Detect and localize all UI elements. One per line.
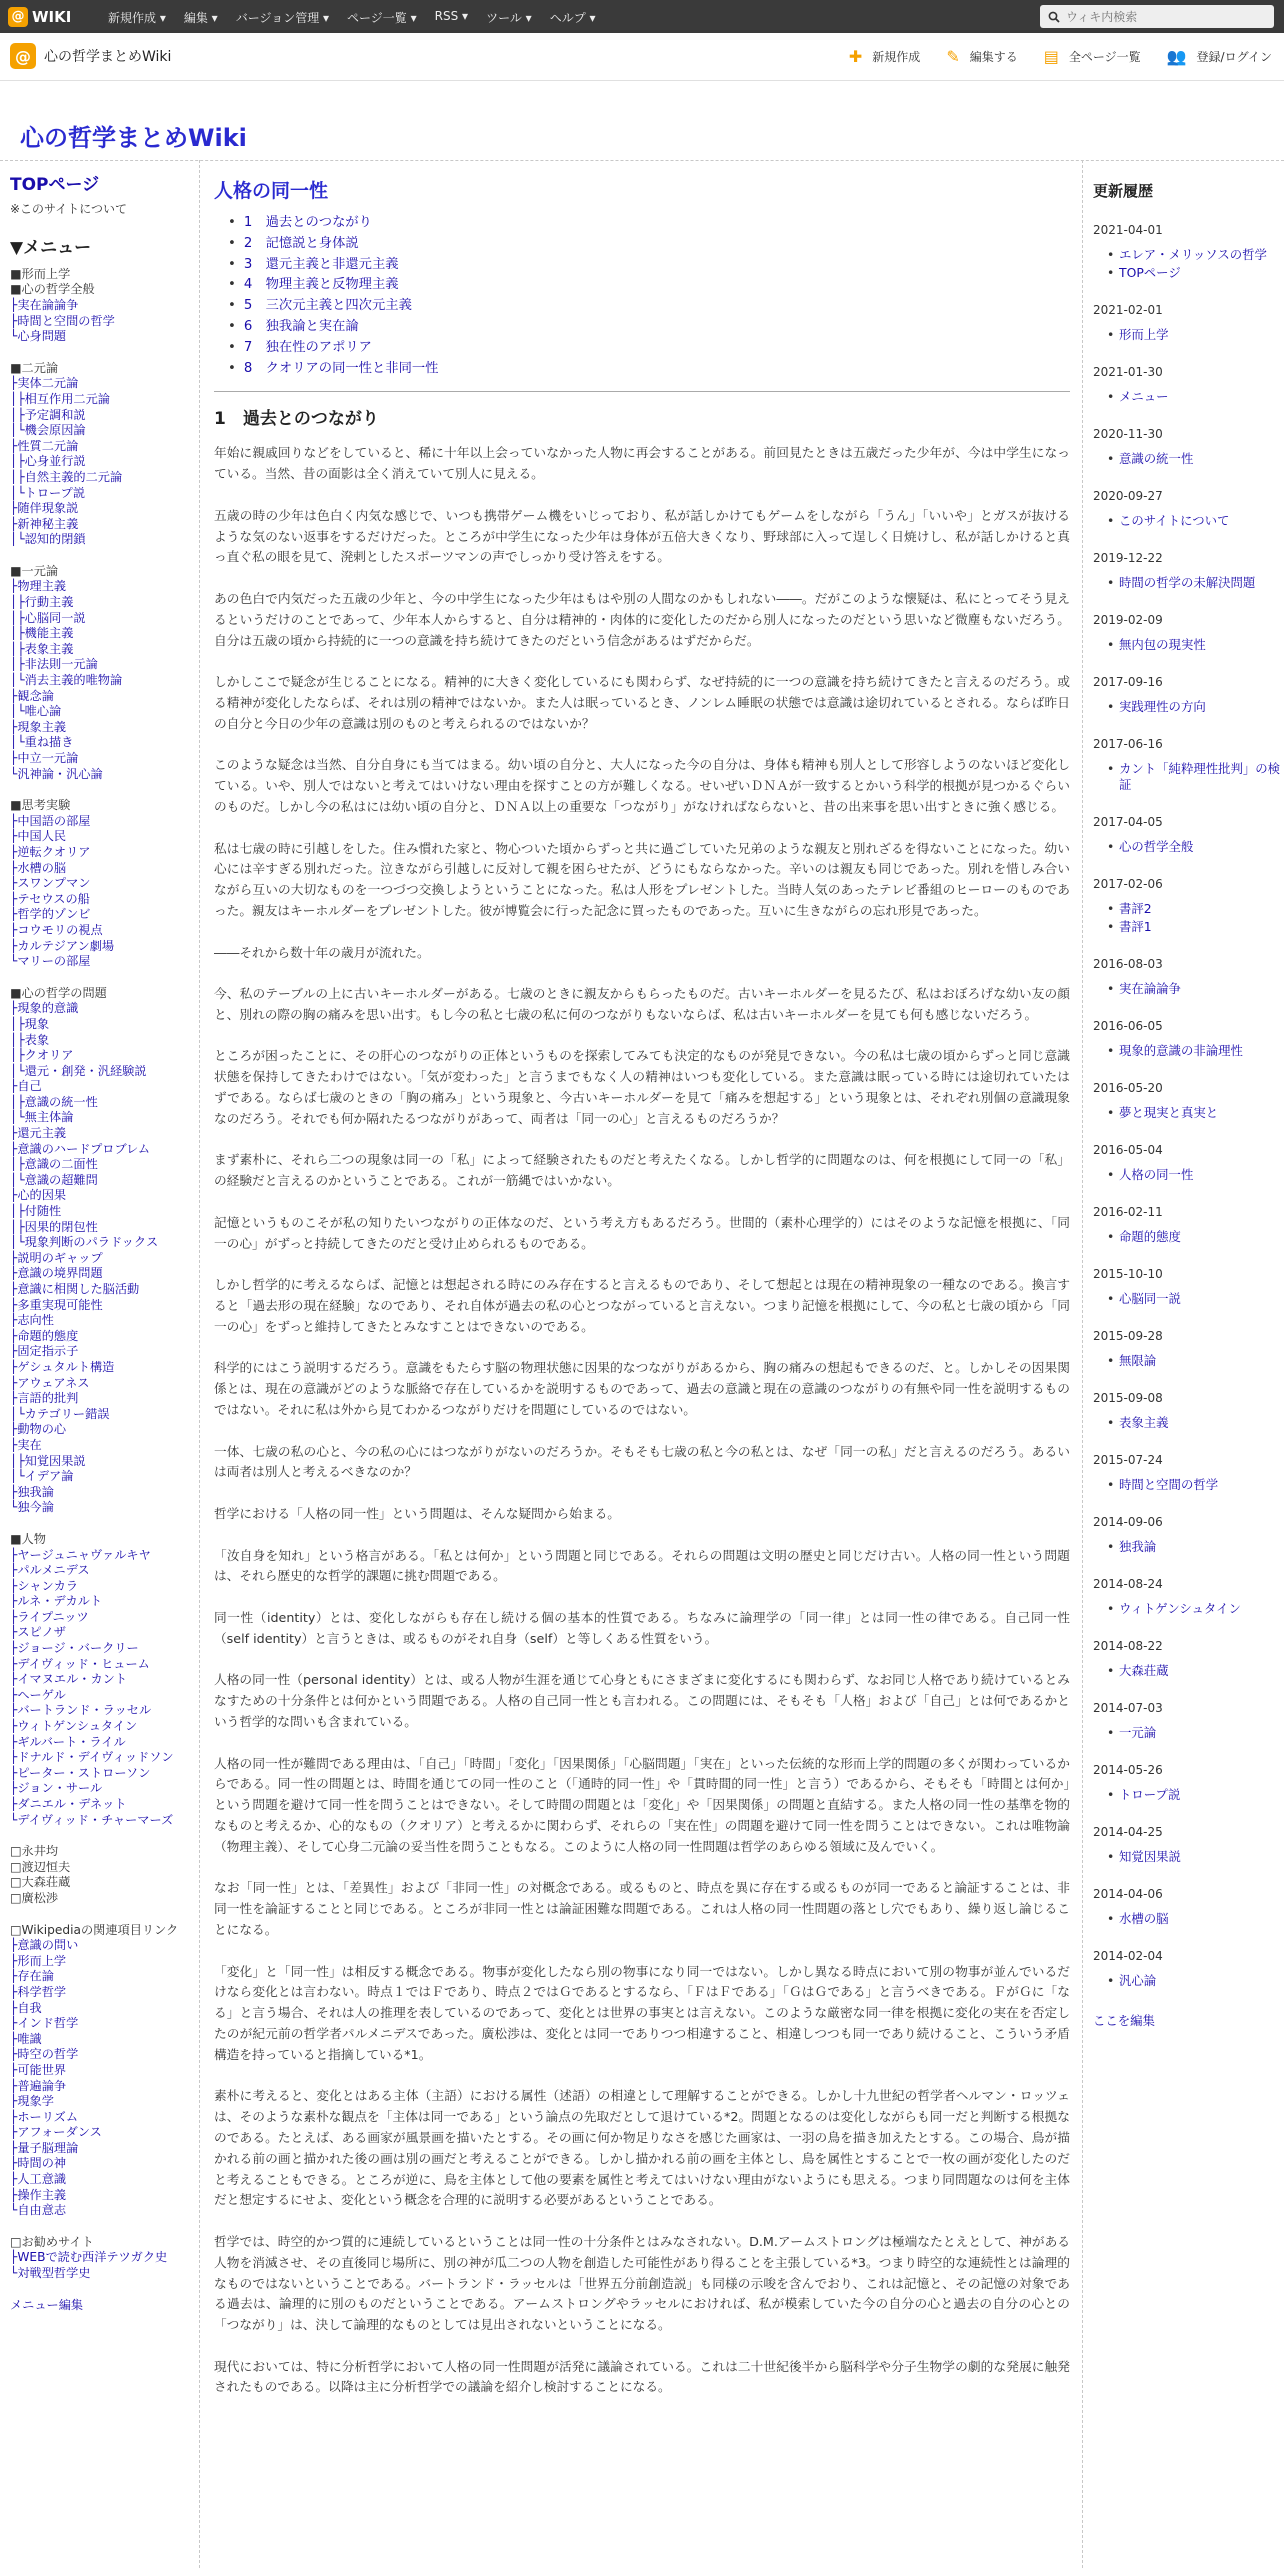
history-date: 2015-07-24 xyxy=(1093,1453,1163,1467)
history-entry xyxy=(1093,877,1284,935)
history-entry xyxy=(1093,1887,1284,1927)
wiki-logo-icon: @ xyxy=(8,7,28,27)
top-page-link[interactable]: TOPページ xyxy=(10,175,100,195)
sidebar-menu-item[interactable]: └マリーの部屋 xyxy=(10,954,91,969)
update-history-heading: 更新履歴 xyxy=(1093,182,1154,200)
history-entry xyxy=(1093,1701,1284,1741)
history-entry xyxy=(1093,1515,1284,1555)
sidebar-menu-item[interactable]: │├付随性 xyxy=(10,1204,62,1219)
sidebar-menu-item[interactable]: ├実在論論争 xyxy=(10,297,79,312)
menu-group xyxy=(10,267,199,345)
sidebar-menu-item[interactable]: ├ウィトゲンシュタイン xyxy=(10,1719,138,1734)
sidebar-menu-item[interactable]: ├志向性 xyxy=(10,1313,54,1328)
sidebar-menu-item[interactable]: │└カテゴリー錯誤 xyxy=(10,1406,110,1421)
history-date: 2016-05-04 xyxy=(1093,1143,1163,1157)
history-entry xyxy=(1093,551,1284,591)
paragraph: 五歳の時の少年は色白く内気な感じで、いつも携帯ゲーム機をいじっており、私が話しかけてもゲームをしながら「うん」「いいや」とガスが抜けるような気のない返事をするだけだった。ところが中学生になった少年は身体が五倍大きくなり、野球部に入って逞しく日焼けし、私が話しかけると真っ直ぐ私の眼を見て、溌剌としたスポーツマンの声でしっかり受け答えをする。 xyxy=(214,507,1070,565)
menu-group xyxy=(10,361,199,548)
sidebar-menu-item[interactable]: │├行動主義 xyxy=(10,595,74,610)
history-page-link[interactable]: • TOPページ xyxy=(1093,265,1284,281)
section-heading: 1 過去とのつながり xyxy=(214,409,379,430)
sidebar-menu-item[interactable]: │└機会原因論 xyxy=(10,423,86,438)
sidebar-menu-item[interactable]: ├操作主義 xyxy=(10,2187,67,2202)
history-entry xyxy=(1093,303,1284,343)
sidebar-menu-item[interactable]: └心身問題 xyxy=(10,329,67,344)
sidebar-menu-item[interactable]: ├可能世界 xyxy=(10,2062,67,2077)
sidebar-menu-item[interactable]: ├ヤージュニャヴァルキヤ xyxy=(10,1547,151,1562)
sidebar-menu-item[interactable]: □お勧めサイト xyxy=(10,2234,94,2249)
paragraph: しかし哲学的に考えるならば、記憶とは想起される時にのみ存在すると言えるものであり、そして想起とは現在の精神現象の一種なのである。換言すると「過去形の現在経験」なのであり、それ自体が過去の私の心とつながっていると言えない。つまり記憶を根拠にして、今の私と七歳の頃から「同一の心」をずっと維持してきたとみなすことはできないのである。 xyxy=(214,1277,1070,1334)
sidebar-menu-item[interactable]: ├コウモリの視点 xyxy=(10,922,103,937)
sidebar-menu-item[interactable]: ├デイヴィッド・ヒューム xyxy=(10,1656,150,1671)
login-button[interactable]: 👥 登録/ログイン xyxy=(1166,47,1272,66)
history-date: 2021-04-01 xyxy=(1093,223,1163,237)
sidebar-menu-item[interactable]: □Wikipediaの関連項目リンク xyxy=(10,1922,179,1937)
history-page-link[interactable]: • 時間と空間の哲学 xyxy=(1093,1477,1284,1493)
paragraph: 記憶というものこそが私の知りたいつながりの正体なのだ、という考え方もあるだろう。世間的（素朴心理学的）にはそのような記憶を根拠に、「同一の心」がずっと持続してきたのだと受け止められるものである。 xyxy=(214,1214,1070,1251)
wiki-search-box[interactable] xyxy=(1040,5,1274,28)
sidebar-menu-item[interactable]: ├イマヌエル・カント xyxy=(10,1672,128,1687)
sub-header xyxy=(0,33,1284,81)
sidebar-menu-item[interactable]: │├表象主義 xyxy=(10,641,74,656)
history-page-link[interactable]: • トロープ説 xyxy=(1093,1787,1284,1803)
paragraph: ――それから数十年の歳月が流れた。 xyxy=(214,944,430,960)
toc-link[interactable]: 7 独在性のアポリア xyxy=(243,339,372,355)
site-brand[interactable]: @ 心の哲学まとめWiki xyxy=(10,43,171,69)
sidebar-menu-item[interactable]: ├ホーリズム xyxy=(10,2109,79,2124)
sidebar-menu-item[interactable]: ├ゲシュタルト構造 xyxy=(10,1359,115,1374)
menu-group xyxy=(10,2235,199,2282)
history-entry xyxy=(1093,365,1284,405)
toc-link[interactable]: 8 クオリアの同一性と非同一性 xyxy=(243,360,439,376)
history-page-link[interactable]: • 書評1 xyxy=(1093,919,1284,935)
sidebar-menu-item[interactable]: ├WEBで読む西洋テツガク史 xyxy=(10,2250,168,2265)
sidebar-menu-item[interactable]: ├説明のギャップ xyxy=(10,1250,103,1265)
history-date: 2017-09-16 xyxy=(1093,675,1163,689)
history-page-link[interactable]: • 意識の統一性 xyxy=(1093,451,1284,467)
paragraph: 「汝自身を知れ」という格言がある。「私とは何か」という問題と同じである。それらの問題は文明の歴史と同じだけ古い。人格の同一性という問題は、それら歴史的な哲学的課題に挑む問題である。 xyxy=(214,1547,1070,1584)
paragraph: あの色白で内気だった五歳の少年と、今の中学生になった少年はもはや別の人間なのかもしれない――。だがこのような懐疑は、私にとってそう見えるというだけのことであって、少年本人からすると、自分は精神的・肉体的に変化したのだから別人になったのだという思いなど微塵もないだろう。自分は五歳の頃から持続的に一つの意識を持ち続けてきたのだという信念があるはずだからだ。 xyxy=(214,590,1070,648)
history-page-link[interactable]: • 心の哲学全般 xyxy=(1093,839,1284,855)
toc-item xyxy=(242,296,1070,317)
top-menu-item[interactable]: バージョン管理 ▾ xyxy=(235,11,330,25)
toc-item xyxy=(242,317,1070,338)
pencil-icon: ✎ xyxy=(946,47,960,66)
sidebar-menu-item[interactable]: ■思考実験 xyxy=(10,798,71,813)
history-page-link[interactable]: • 知覚因果説 xyxy=(1093,1849,1284,1865)
section-rule xyxy=(214,391,1070,392)
history-page-link[interactable]: • 夢と現実と真実と xyxy=(1093,1105,1284,1121)
sidebar-menu-item[interactable]: ├存在論 xyxy=(10,1969,54,1984)
sidebar-menu-item[interactable]: ■心の哲学全般 xyxy=(10,282,95,297)
top-menu-item[interactable]: ヘルプ ▾ xyxy=(549,11,596,25)
history-date: 2017-02-06 xyxy=(1093,877,1163,891)
top-menu-bar xyxy=(108,9,614,26)
sidebar-menu-item[interactable]: │├心脳同一説 xyxy=(10,610,86,625)
paragraph: 人格の同一性が難問である理由は、「自己」「時間」「変化」「因果関係」「心脳問題」「実在」といった伝統的な形而上学的問題の多くが関わっているからである。同一性の問題とは、時間を通じての同一性のこと（「通時的同一性」や「貫時間的同一性」と言う）であるから、そもそも「時間とは何か」という問題を避けて同一性を問うことはできない。そして時間の問題とは「変化」や「因果関係」の問題と直結する。また人格の同一性の基準を物的なものと考えるか、心的なもの（クオリア）と考えるかに関わらず、それらの「実在性」の問題を避けて同一性を問うことはできない。これは唯物論（物理主義）、そして心身二元論の妥当性を問うこともなる。このように人格の同一性問題は哲学のあらゆる領域に及んでいく。 xyxy=(214,1755,1070,1854)
sidebar-menu-item[interactable]: ├パルメニデス xyxy=(10,1563,90,1578)
sidebar-menu-item[interactable]: ├意識のハードプロブレム xyxy=(10,1141,151,1156)
sidebar-menu-item[interactable]: ├量子脳理論 xyxy=(10,2140,79,2155)
history-entry xyxy=(1093,1143,1284,1183)
history-date: 2014-08-22 xyxy=(1093,1639,1163,1653)
history-page-link[interactable]: • 現象的意識の非論理性 xyxy=(1093,1043,1284,1059)
update-history-list xyxy=(1093,223,1284,1989)
sidebar-menu-item[interactable]: ├スワンプマン xyxy=(10,876,91,891)
menu-group xyxy=(10,1923,199,2219)
site-logo-icon: @ xyxy=(10,43,36,69)
history-entry xyxy=(1093,613,1284,653)
history-date: 2014-08-24 xyxy=(1093,1577,1163,1591)
sidebar-menu-item[interactable]: ├人工意識 xyxy=(10,2172,67,2187)
history-page-link[interactable]: • 形而上学 xyxy=(1093,327,1284,343)
history-page-link[interactable]: • 表象主義 xyxy=(1093,1415,1284,1431)
sidebar-menu-item[interactable]: ├スピノザ xyxy=(10,1625,66,1640)
history-page-link[interactable]: • 時間の哲学の未解決問題 xyxy=(1093,575,1284,591)
paragraph: 年始に親戚回りなどをしていると、稀に十年以上会っていなかった人物に再会することがある。前回見たときは五歳だった少年が、今は中学生になっている。当然、昔の面影は全く消えていて別人に見える。 xyxy=(214,445,1070,482)
sidebar-menu-item[interactable]: └自由意志 xyxy=(10,2203,67,2218)
history-date: 2014-02-04 xyxy=(1093,1949,1163,1963)
sidebar-menu-item[interactable]: │└無主体論 xyxy=(10,1110,74,1125)
history-entry xyxy=(1093,1453,1284,1493)
history-entry xyxy=(1093,815,1284,855)
sidebar-menu-item[interactable]: │├非法則一元論 xyxy=(10,657,98,672)
toc-link[interactable]: 3 還元主義と非還元主義 xyxy=(243,256,399,272)
sidebar-menu-item[interactable]: ├科学哲学 xyxy=(10,1984,67,1999)
sidebar-menu-item[interactable]: ├心的因果 xyxy=(10,1188,67,1203)
history-date: 2014-09-06 xyxy=(1093,1515,1163,1529)
history-entry xyxy=(1093,1639,1284,1679)
history-date: 2016-06-05 xyxy=(1093,1019,1163,1033)
sidebar-menu-item[interactable]: │├機能主義 xyxy=(10,626,74,641)
history-date: 2017-06-16 xyxy=(1093,737,1163,751)
sidebar-menu-item[interactable]: │└消去主義的唯物論 xyxy=(10,673,123,688)
history-page-link[interactable]: • 実践理性の方向 xyxy=(1093,699,1284,715)
history-date: 2017-04-05 xyxy=(1093,815,1163,829)
header-actions xyxy=(849,47,1272,66)
history-date: 2019-02-09 xyxy=(1093,613,1163,627)
sidebar-menu-item[interactable]: ├時間の神 xyxy=(10,2156,67,2171)
sidebar-menu-item[interactable]: │├知覚因果説 xyxy=(10,1453,86,1468)
toc-item xyxy=(242,234,1070,255)
sidebar-menu-item[interactable]: ├シャンカラ xyxy=(10,1578,79,1593)
top-navbar xyxy=(0,0,1284,33)
search-icon xyxy=(1048,11,1060,23)
history-page-link[interactable]: • 人格の同一性 xyxy=(1093,1167,1284,1183)
history-date: 2021-01-30 xyxy=(1093,365,1163,379)
sidebar-menu-item[interactable]: ├バートランド・ラッセル xyxy=(10,1703,152,1718)
paragraph: 哲学における「人格の同一性」という問題は、そんな疑問から始まる。 xyxy=(214,1506,620,1522)
sidebar-menu-item[interactable]: ├カルテジアン劇場 xyxy=(10,938,115,953)
sidebar-menu-item[interactable]: ├性質二元論 xyxy=(10,438,79,453)
paragraph: 現代においては、特に分析哲学において人格の同一性問題が活発に議論されている。これは二十世紀後半から脳科学や分子生物学の劇的な発展に触発されたものである。以降は主に分析哲学での議論を紹介し検討することになる。 xyxy=(214,2358,1070,2395)
sidebar-menu-item[interactable]: ├実在 xyxy=(10,1437,42,1452)
sidebar-menu-item[interactable]: ├哲学的ゾンビ xyxy=(10,907,91,922)
sidebar-menu-item[interactable]: ■形而上学 xyxy=(10,266,71,281)
sidebar-menu-item[interactable]: └対戦型哲学史 xyxy=(10,2266,91,2281)
history-date: 2014-04-06 xyxy=(1093,1887,1163,1901)
sidebar-menu-item[interactable]: ├中立一元論 xyxy=(10,751,79,765)
sidebar-menu-item[interactable]: ├独我論 xyxy=(10,1484,54,1499)
sidebar-menu-item[interactable]: └汎神論・汎心論 xyxy=(10,766,103,781)
history-page-link[interactable]: • 独我論 xyxy=(1093,1539,1284,1555)
sidebar-menu-item[interactable]: │├自然主義的二元論 xyxy=(10,469,123,484)
sidebar-menu-item[interactable]: ├自己 xyxy=(10,1079,42,1094)
sidebar-menu-item[interactable]: ■心の哲学の問題 xyxy=(10,985,107,1000)
sidebar-menu-item[interactable]: ■人物 xyxy=(10,1531,46,1546)
history-entry xyxy=(1093,1577,1284,1617)
sidebar-menu-item[interactable]: ├ジョージ・バークリー xyxy=(10,1641,139,1656)
sidebar-menu-item[interactable]: │├心身並行説 xyxy=(10,454,86,469)
sidebar-menu-item[interactable]: ├現象主義 xyxy=(10,719,67,734)
history-page-link[interactable]: • 汎心論 xyxy=(1093,1973,1284,1989)
toc-item xyxy=(242,275,1070,296)
history-date: 2015-10-10 xyxy=(1093,1267,1163,1281)
sidebar-menu-item[interactable]: │└現象判断のパラドックス xyxy=(10,1235,159,1250)
history-entry xyxy=(1093,223,1284,281)
paragraph: 人格の同一性（personal identity）とは、或る人物が生涯を通じて心身ともにさまざまに変化するにも関わらず、なお同じ人格であり続けているとみなすための十分条件とは何かという問題である。人格の自己同一性とも言われる。この問題には、そもそも「人格」および「自己」とは何であるかという哲学的な問いも含まれている。 xyxy=(214,1672,1070,1729)
history-entry xyxy=(1093,1205,1284,1245)
plus-icon: ✚ xyxy=(848,47,863,66)
sidebar-menu-item[interactable]: ├還元主義 xyxy=(10,1126,67,1141)
sidebar-menu-item[interactable]: ├意識の境界問題 xyxy=(10,1266,103,1281)
paragraph: このような疑念は当然、自分自身にも当てはまる。幼い頃の自分と、大人になった今の自分は、身体も精神も別人として形容しようのないほど変化している。いや、別人ではないと考えてはいけない理由を探すことの方が難しくなる。せいぜいＤＮＡが一致するとかいう科学的根拠が見つかるぐらいのものだ。しかし今の私はには幼い頃の自分と、ＤＮＡ以上の重要な「つながり」がなければならないと、昔の出来事を思い出すときに強く感じる。 xyxy=(214,757,1070,814)
sidebar-menu-item[interactable]: │└認知的閉鎖 xyxy=(10,532,86,547)
history-entry xyxy=(1093,1267,1284,1307)
sidebar-menu-item[interactable]: │└重ね描き xyxy=(10,735,74,750)
toc-link[interactable]: 6 独我論と実在論 xyxy=(243,318,359,334)
sidebar-menu-item[interactable]: ├ルネ・デカルト xyxy=(10,1594,103,1609)
menu-heading: ▼メニュー xyxy=(10,238,92,259)
edit-button[interactable]: ✎ 編集する xyxy=(946,47,1018,66)
sidebar-menu-item[interactable]: └独今論 xyxy=(10,1500,54,1515)
toc-item xyxy=(242,255,1070,276)
about-link[interactable]: ※このサイトについて xyxy=(10,201,127,216)
toc-item xyxy=(242,359,1070,380)
sidebar-menu-item[interactable]: ├普遍論争 xyxy=(10,2078,67,2093)
paragraph: まず素朴に、それら二つの現象は同一の「私」によって経験されたものだと考えたくなる。しかし哲学的に問題なのは、何を根拠にして同一の「私」の経験だと言えるのかということである。これが一筋縄ではいかない。 xyxy=(214,1152,1070,1189)
history-page-link[interactable]: • カント「純粋理性批判」の検証 xyxy=(1093,761,1284,793)
sidebar-menu-item[interactable]: □廣松渉 xyxy=(10,1890,59,1905)
sidebar-menu-item[interactable]: ├意識に相関した脳活動 xyxy=(10,1282,140,1296)
history-date: 2014-07-03 xyxy=(1093,1701,1163,1715)
sidebar-menu-item[interactable]: │└イデア論 xyxy=(10,1469,74,1484)
sidebar-menu-item[interactable]: ├ライプニッツ xyxy=(10,1609,89,1624)
history-entry xyxy=(1093,737,1284,793)
top-menu-item[interactable]: 新規作成 ▾ xyxy=(108,11,166,25)
paragraph: 一体、七歳の私の心と、今の私の心にはつながりがないのだろうか。そもそも七歳の私と今の私とは、なぜ「同一の私」だと言えるのだろう。あるいは両者は別人と考えるべきなのか？ xyxy=(214,1443,1070,1480)
history-page-link[interactable]: • 大森荘蔵 xyxy=(1093,1663,1284,1679)
toc-item xyxy=(242,213,1070,234)
history-entry xyxy=(1093,675,1284,715)
main-content xyxy=(214,160,1070,2419)
history-page-link[interactable]: • 心脳同一説 xyxy=(1093,1291,1284,1307)
sidebar-menu-item[interactable]: ├ドナルド・デイヴィッドソン xyxy=(10,1750,174,1765)
sidebar-menu-item[interactable]: ├現象的意識 xyxy=(10,1001,79,1016)
sidebar-menu-item[interactable]: ├動物の心 xyxy=(10,1422,67,1437)
history-page-link[interactable]: • 命題的態度 xyxy=(1093,1229,1284,1245)
sidebar-menu-item[interactable]: □永井均 xyxy=(10,1844,59,1859)
top-menu-item[interactable]: RSS ▾ xyxy=(434,9,469,23)
paragraph: 今、私のテーブルの上に古いキーホルダーがある。七歳のときに親友からもらったものだ。古いキーホルダーを見るたび、私はおぼろげな幼い友の顔と、別れの際の胸の痛みを思い出す。もし今の私と七歳の私に何のつながりもないならば、私は古いキーホルダーを見ても何も感じないだろう。 xyxy=(214,986,1070,1022)
table-of-contents xyxy=(214,213,1070,379)
toc-item xyxy=(242,338,1070,359)
history-entry xyxy=(1093,1763,1284,1803)
sidebar-menu-item[interactable]: ├テセウスの船 xyxy=(10,891,90,906)
sidebar-menu-item[interactable]: ├逆転クオリア xyxy=(10,844,91,859)
paragraph: 私は七歳の時に引越しをした。住み慣れた家と、物心ついた頃からずっと共に過ごしていた兄弟のような親友と別れざるを得ないことになった。幼い心には辛すぎる別れだった。泣きながら引越しに反対して親を困らせたが、どうにもならなかった。辛いのは親友も同じであった。別れを惜しみ合いながら互いの大切なものを一つづつ交換しようということになった。私は人形をプレゼントした。当時人気のあったテレビ番組のヒーローのものであった。親友はキーホルダーをプレゼントした。彼が博覧会に行った記念に買ったものであった。互いに生きながらの忘れ形見であった。 xyxy=(214,840,1070,918)
paragraph: 科学的にはこう説明するだろう。意識をもたらす脳の物理状態に因果的なつながりがあるから、胸の痛みの想起もできるのだ、と。しかしその因果関係とは、現在の意識がどのような脈絡で存在しているかを説明するものであって、過去の意識と現在の意識のつながりの有無や同一性を説明するものではない。それに私は外から見てわかるつながりだけを問題にしているのではない。 xyxy=(214,1360,1070,1418)
sidebar-menu-item[interactable]: ■二元論 xyxy=(10,360,59,375)
sidebar-menu-item[interactable]: ├現象学 xyxy=(10,2094,54,2109)
toc-link[interactable]: 2 記憶説と身体説 xyxy=(243,235,359,251)
sidebar-menu-item[interactable]: │└唯心論 xyxy=(10,704,62,719)
history-entry xyxy=(1093,1391,1284,1431)
history-date: 2019-12-22 xyxy=(1093,551,1163,565)
history-date: 2016-05-20 xyxy=(1093,1081,1163,1095)
paragraph: 素朴に考えると、変化とはある主体（主語）における属性（述語）の相違として理解することができる。しかし十九世紀の哲学者ヘルマン・ロッツェは、そのような素朴な観点を「主体は同一である」という論点の先取だとして退けている*2。問題となるのは変化しながらも同一だと判断する根拠なのである。たとえば、ある画家が風景画を描いたとする。その画に何か物足りなさを感じた画家は、一羽の鳥を描き加えたとする。この場合、鳥が描かれる前の画と描かれた後の画は別の画だと考えることができる。しかし描かれる前の画を主体とし、鳥を属性とすることで一枚の画が変化したのだと考えることもできる。ところが逆に、鳥を主体として他の要素を属性と考えてはいけない理由がないようにも思える。つまり同問題なのは何を主体だと想定するにせよ、変化という概念を合理的に説明する必要があるということである。 xyxy=(214,2088,1070,2208)
sidebar-menu-item[interactable]: ├中国語の部屋 xyxy=(10,813,91,828)
sidebar-menu-item[interactable]: │├表象 xyxy=(10,1032,50,1047)
edit-history-link[interactable]: ここを編集 xyxy=(1093,2013,1155,2028)
sidebar-menu-item[interactable]: ├時空の哲学 xyxy=(10,2047,79,2062)
toc-link[interactable]: 1 過去とのつながり xyxy=(243,215,372,230)
sidebar-menu-item[interactable]: ├実体二元論 xyxy=(10,376,79,391)
sidebar-menu xyxy=(10,267,199,2282)
wiki-logo[interactable]: @ WIKI xyxy=(8,6,71,27)
paragraph: しかしここで疑念が生じることになる。精神的に大きく変化しているにも関わらず、なぜ持続的に一つの意識を持ち続けてきたと言えるのだろう。或る精神が変化したならば、それは別の精神ではないか。また人は眠っているとき、ノンレム睡眠の状態では意識は途切れているとされる。ならば昨日の自分と今日の少年の意識は別のものと考えられるのではないか？ xyxy=(214,674,1070,731)
sidebar-menu-item[interactable]: │└還元・創発・汎経験説 xyxy=(10,1063,147,1078)
search-input[interactable] xyxy=(1066,10,1266,24)
all-pages-button[interactable]: ▤ 全ページ一覧 xyxy=(1043,47,1141,66)
sidebar-menu-item[interactable]: │└トロープ説 xyxy=(10,485,86,500)
article-body xyxy=(214,443,1070,2398)
document-icon: ▤ xyxy=(1043,47,1059,66)
sidebar-menu-item[interactable]: ├言語的批判 xyxy=(10,1391,79,1406)
paragraph: 哲学では、時空的かつ質的に連続しているということは同一性の十分条件とはみなされない。D.M.アームストロングは極端なたとえとして、神がある人物を消滅させ、その直後同じ場所に、別の神が瓜二つの人物を創造した可能性があり得ることを主張している*3。つまり時空的な連続性とは論理的なものではないということである。バートランド・ラッセルは「世界五分前創造説」も同様の示唆を含んでおり、これは記憶と、その記憶の対象である過去は、論理的に別のものだということである。アームストロングやラッセルにおければ、私が模索していた今の自分の心と過去の自分の心との「つながり」は、決して論理的なものとしては見出されないということになる。 xyxy=(214,2233,1070,2333)
menu-group xyxy=(10,1532,199,1828)
sidebar-menu-item[interactable]: ├アフォーダンス xyxy=(10,2125,102,2140)
history-entry xyxy=(1093,1329,1284,1369)
menu-group xyxy=(10,564,199,782)
history-entry xyxy=(1093,1081,1284,1121)
sidebar-menu-item[interactable]: ├観念論 xyxy=(10,688,54,703)
history-page-link[interactable]: • 無内包の現実性 xyxy=(1093,637,1284,653)
sidebar-menu-item[interactable]: ├意識の問い xyxy=(10,1938,79,1953)
page-title: 人格の同一性 xyxy=(214,180,329,202)
history-date: 2015-09-08 xyxy=(1093,1391,1163,1405)
user-add-icon: 👥 xyxy=(1166,47,1187,66)
sidebar-menu-item[interactable]: └デイヴィッド・チャーマーズ xyxy=(10,1812,174,1827)
sidebar-menu-item[interactable]: │└意識の超難問 xyxy=(10,1172,98,1187)
sidebar-menu-item[interactable]: ├命題的態度 xyxy=(10,1328,79,1343)
history-entry xyxy=(1093,957,1284,997)
top-menu-item[interactable]: ツール ▾ xyxy=(486,11,532,25)
sidebar-menu-item[interactable]: ├水槽の脳 xyxy=(10,860,67,875)
history-date: 2014-05-26 xyxy=(1093,1763,1163,1777)
sidebar-menu-item[interactable]: ├ピーター・ストローソン xyxy=(10,1765,151,1780)
paragraph: ところが困ったことに、その肝心のつながりの正体というものを探索してみても決定的なものが発見できない。今の私は七歳の頃からずっと同じ意識状態を保持してきたわけではない。「気が変わった」と言うまでもなく人の精神はいつも変化している。また意識は眠っている時には途切れていたはずである。ならば七歳のときの「胸の痛み」という現象と、今古いキーホルダーを見て「痛みを想起する」という現象とは、それぞれ別個の意識現象なのだろう。それでも何か隔れたるつながりがあって、両者は「同一の心」と言えるものだろうか？ xyxy=(214,1048,1070,1126)
history-page-link[interactable]: • 実在論論争 xyxy=(1093,981,1284,997)
left-sidebar xyxy=(0,160,200,2568)
sidebar-menu-item[interactable]: ├ギルバート・ライル xyxy=(10,1734,126,1749)
sidebar-menu-item[interactable]: ■一元論 xyxy=(10,563,59,578)
sidebar-menu-item[interactable]: ├自我 xyxy=(10,2000,42,2015)
sidebar-menu-item[interactable]: ├ヘーゲル xyxy=(10,1687,66,1702)
history-entry xyxy=(1093,427,1284,467)
site-title[interactable]: 心の哲学まとめWiki xyxy=(20,124,247,152)
sidebar-menu-item[interactable]: □大森荘蔵 xyxy=(10,1875,71,1890)
sidebar-menu-item[interactable]: │├クオリア xyxy=(10,1048,74,1063)
sidebar-menu-item[interactable]: ├新神秘主義 xyxy=(10,516,79,531)
sidebar-menu-item[interactable]: ├物理主義 xyxy=(10,579,67,594)
history-page-link[interactable]: • ウィトゲンシュタイン xyxy=(1093,1601,1284,1617)
sidebar-menu-item[interactable]: │├予定調和説 xyxy=(10,407,86,422)
sidebar-menu-item[interactable]: ├固定指示子 xyxy=(10,1344,79,1359)
history-date: 2016-08-03 xyxy=(1093,957,1163,971)
right-sidebar xyxy=(1082,160,1284,2568)
history-entry xyxy=(1093,489,1284,529)
menu-edit-link[interactable]: メニュー編集 xyxy=(10,2297,84,2312)
sidebar-menu-item[interactable]: □渡辺恒夫 xyxy=(10,1859,71,1874)
sidebar-menu-item[interactable]: ├ジョン・サール xyxy=(10,1781,103,1796)
paragraph: 「変化」と「同一性」は相反する概念である。物事が変化したなら別の物事になり同一ではない。しかし異なる時点において別の物事が並んでいるだけなら変化とは言わない。時点１ではＦであり、時点２ではＧであるとするなら、「ＦはＦである」「ＧはＧである」と言うべきである。ＦがＧに「なる」と言う場合、それは人の推理を表しているのであって、変化とは世界の事実とは言えない。このような厳密な同一律を根拠に変化の実在を否定したのが紀元前の哲学者パルメニデスであった。廣松渉は、変化とは同一でありつつ相違すること、相違しつつも同一であり続けること、こういう矛盾構造を持っていると指摘している*1。 xyxy=(214,1963,1070,2062)
history-date: 2016-02-11 xyxy=(1093,1205,1163,1219)
history-page-link[interactable]: • このサイトについて xyxy=(1093,513,1284,529)
history-date: 2021-02-01 xyxy=(1093,303,1163,317)
history-date: 2020-09-27 xyxy=(1093,489,1163,503)
sidebar-menu-item[interactable]: │├相互作用二元論 xyxy=(10,391,110,406)
history-page-link[interactable]: • メニュー xyxy=(1093,389,1284,405)
sidebar-menu-item[interactable]: │├因果的閉包性 xyxy=(10,1219,98,1234)
new-page-button[interactable]: ✚ 新規作成 xyxy=(848,47,921,66)
sidebar-menu-item[interactable]: ├アウェアネス xyxy=(10,1375,90,1390)
top-menu-item[interactable]: ページ一覧 ▾ xyxy=(347,11,417,25)
paragraph: なお「同一性」とは、「差異性」および「非同一性」の対概念である。或るものと、時点を異に存在する或るものが同一であると論証することは、非同一性を論証することと同じである。ところが非同一性とは論証困難な問題である。これは人格の同一性問題の落とし穴でもあり、繰り返し論じることになる。 xyxy=(214,1880,1070,1937)
toc-link[interactable]: 5 三次元主義と四次元主義 xyxy=(243,298,412,314)
history-entry xyxy=(1093,1019,1284,1059)
history-date: 2014-04-25 xyxy=(1093,1825,1163,1839)
menu-group xyxy=(10,1844,199,1906)
sidebar-menu-item[interactable]: │├現象 xyxy=(10,1016,50,1031)
sidebar-menu-item[interactable]: ├中国人民 xyxy=(10,829,67,844)
toc-link[interactable]: 4 物理主義と反物理主義 xyxy=(243,277,399,293)
sidebar-menu-item[interactable]: │├意識の二面性 xyxy=(10,1157,98,1172)
sidebar-menu-item[interactable]: ├時間と空間の哲学 xyxy=(10,313,115,328)
history-page-link[interactable]: • エレア・メリッソスの哲学 xyxy=(1093,247,1284,263)
sidebar-menu-item[interactable]: ├形而上学 xyxy=(10,1953,67,1968)
history-date: 2015-09-28 xyxy=(1093,1329,1163,1343)
history-page-link[interactable]: • 無限論 xyxy=(1093,1353,1284,1369)
menu-group xyxy=(10,798,199,970)
sidebar-menu-item[interactable]: ├インド哲学 xyxy=(10,2016,79,2031)
sidebar-menu-item[interactable]: ├随伴現象説 xyxy=(10,501,79,516)
sidebar-menu-item[interactable]: ├多重実現可能性 xyxy=(10,1297,103,1312)
top-menu-item[interactable]: 編集 ▾ xyxy=(183,11,218,25)
paragraph: 同一性（identity）とは、変化しながらも存在し続ける個の基本的性質である。ちなみに論理学の「同一律」とは同一性の律である。自己同一性（self identity）と言うときは、或るものがそれ自身（self）と等しくある性質をいう。 xyxy=(214,1610,1070,1646)
sidebar-menu-item[interactable]: ├唯識 xyxy=(10,2031,42,2046)
history-page-link[interactable]: • 水槽の脳 xyxy=(1093,1911,1284,1927)
sidebar-menu-item[interactable]: ├ダニエル・デネット xyxy=(10,1797,127,1811)
history-page-link[interactable]: • 一元論 xyxy=(1093,1725,1284,1741)
history-entry xyxy=(1093,1949,1284,1989)
sidebar-menu-item[interactable]: │├意識の統一性 xyxy=(10,1094,98,1109)
history-page-link[interactable]: • 書評2 xyxy=(1093,901,1284,917)
menu-group xyxy=(10,986,199,1516)
history-entry xyxy=(1093,1825,1284,1865)
history-date: 2020-11-30 xyxy=(1093,427,1163,441)
